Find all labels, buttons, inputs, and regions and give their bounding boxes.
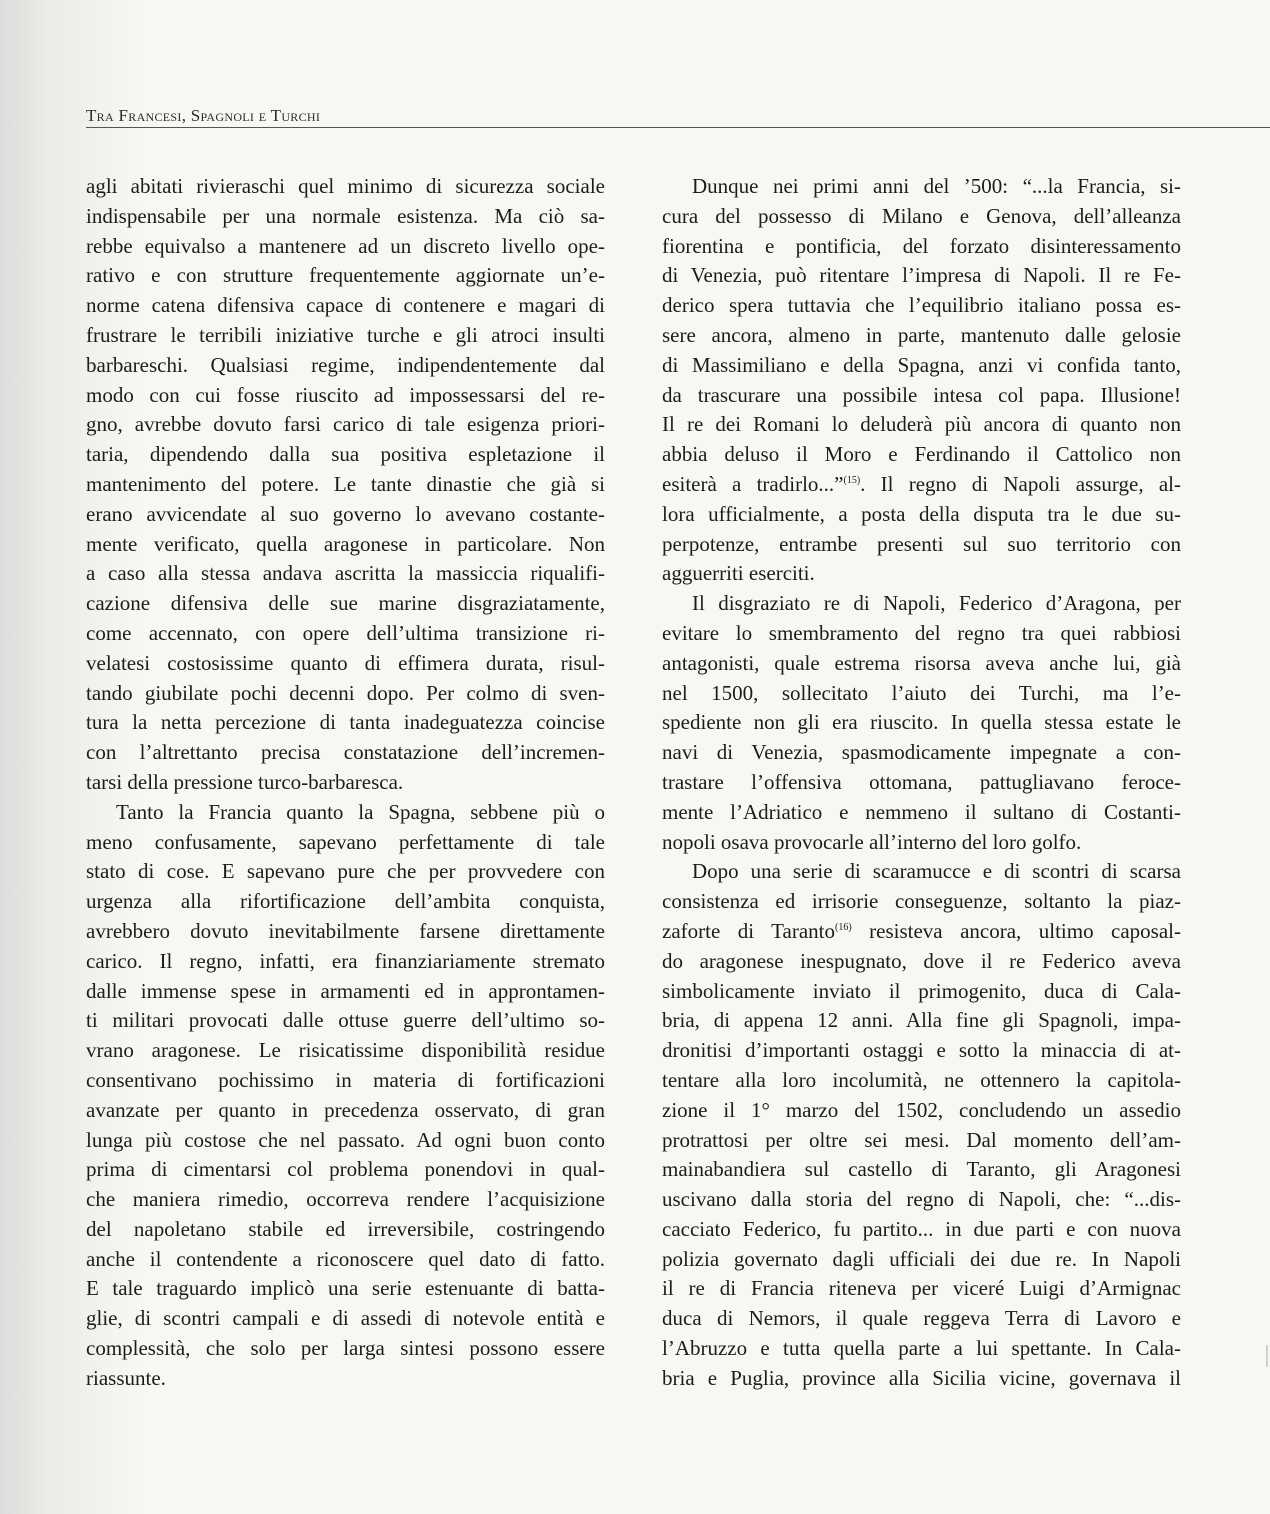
- text-line: derico spera tuttavia che l’equilibrio italiano possa es-: [662, 293, 1181, 318]
- text-line: carico. Il regno, infatti, era finanziariamente stremato: [86, 948, 605, 973]
- text-line: indispensabile per una normale esistenza. Ma ciò sa-: [86, 203, 605, 228]
- text-line: uscivano dalla storia del regno di Napoli, che: “...dis-: [662, 1187, 1181, 1212]
- text-line: mainabandiera sul castello di Taranto, gli Aragonesi: [662, 1157, 1181, 1182]
- text-line: lora ufficialmente, a posta della disputa tra le due su-: [662, 501, 1181, 526]
- text-segment: zaforte di Taranto: [662, 918, 835, 943]
- text-line: Dopo una serie di scaramucce e di scontri di scarsa: [692, 859, 1181, 884]
- text-line: avanzate per quanto in precedenza osservato, di gran: [86, 1097, 605, 1122]
- text-line: taria, dipendendo dalla sua positiva espletazione il: [86, 442, 605, 467]
- text-line: tando giubilate pochi decenni dopo. Per colmo di sven-: [86, 680, 605, 705]
- text-line: a caso alla stessa andava ascritta la massiccia riqualifi-: [86, 561, 605, 586]
- right-paragraph-3: [662, 857, 1181, 1393]
- left-paragraph-1: [86, 172, 605, 798]
- text-line: perpotenze, entrambe presenti sul suo territorio con: [662, 531, 1181, 556]
- text-line: meno confusamente, sapevano perfettamente di tale: [86, 829, 605, 854]
- text-line: modo con cui fosse riuscito ad impossessarsi del re-: [86, 382, 605, 407]
- text-line: del napoletano stabile ed irreversibile, costringendo: [86, 1216, 605, 1241]
- text-line: cura del possesso di Milano e Genova, dell’alleanza: [662, 203, 1181, 228]
- text-line: come accennato, con opere dell’ultima transizione ri-: [86, 620, 605, 645]
- text-line: rativo e con strutture frequentemente aggiornate un’e-: [86, 263, 605, 288]
- text-line: mente verificato, quella aragonese in particolare. Non: [86, 531, 605, 556]
- text-line: prima di cimentarsi col problema ponendovi in qual-: [86, 1157, 605, 1182]
- text-segment: . Il regno di Napoli assurge, al-: [860, 471, 1181, 496]
- text-line: protrattosi per oltre sei mesi. Dal momento dell’am-: [662, 1127, 1181, 1152]
- text-line: norme catena difensiva capace di contenere e magari di: [86, 293, 605, 318]
- right-paragraph-1: [662, 172, 1181, 589]
- text-line: riassunte.: [86, 1365, 166, 1390]
- text-line-with-footnote: [662, 470, 1181, 500]
- text-line: mantenimento del potere. Le tante dinastie che già si: [86, 471, 605, 496]
- right-column: [662, 172, 1181, 1394]
- text-line: complessità, che solo per larga sintesi possono essere: [86, 1336, 605, 1361]
- right-paragraph-2: [662, 589, 1181, 857]
- text-line: antagonisti, quale estrema risorsa aveva anche lui, già: [662, 650, 1181, 675]
- text-line: Il re dei Romani lo deluderà più ancora di quanto non: [662, 412, 1181, 437]
- text-line: ti militari provocati dalle ottuse guerre dell’ultimo so-: [86, 1008, 605, 1033]
- text-line: barbareschi. Qualsiasi regime, indipendentemente dal: [86, 352, 605, 377]
- text-segment: esiterà a tradirlo...”: [662, 471, 844, 496]
- text-line: dronitisi d’importanti ostaggi e sotto la minaccia di at-: [662, 1038, 1181, 1063]
- text-line: duca di Nemors, il quale reggeva Terra di Lavoro e: [662, 1306, 1181, 1331]
- text-line: Tanto la Francia quanto la Spagna, sebbene più o: [116, 799, 605, 824]
- text-line: con l’altrettanto precisa constatazione dell’incremen-: [86, 740, 605, 765]
- text-line: anche il contendente a riconoscere quel dato di fatto.: [86, 1246, 605, 1271]
- text-line: tarsi della pressione turco-barbaresca.: [86, 769, 404, 794]
- text-line: agguerriti eserciti.: [662, 561, 815, 586]
- text-line: Dunque nei primi anni del ’500: “...la Francia, si-: [692, 174, 1181, 198]
- text-line: frustrare le terribili iniziative turche e gli atroci insulti: [86, 322, 605, 347]
- text-line: avrebbero dovuto inevitabilmente farsene direttamente: [86, 918, 605, 943]
- text-line: fiorentina e pontificia, del forzato disinteressamento: [662, 233, 1181, 258]
- text-line: gno, avrebbe dovuto farsi carico di tale esigenza priori-: [86, 412, 605, 437]
- text-line: spediente non gli era riuscito. In quella stessa estate le: [662, 710, 1181, 735]
- text-line: vrano aragonese. Le risicatissime disponibilità residue: [86, 1038, 605, 1063]
- text-segment: resisteva ancora, ultimo caposal-: [851, 918, 1181, 943]
- page-edge-mark: [1266, 1345, 1268, 1367]
- text-line: bria e Puglia, province alla Sicilia vicine, governava il: [662, 1365, 1181, 1390]
- text-line: tura la netta percezione di tanta inadeguatezza coincise: [86, 710, 605, 735]
- text-line: evitare lo smembramento del regno tra quei rabbiosi: [662, 620, 1181, 645]
- text-line: da trascurare una possibile intesa col papa. Illusione!: [662, 382, 1181, 407]
- text-line: stato di cose. E sapevano pure che per provvedere con: [86, 859, 605, 884]
- text-line: agli abitati rivieraschi quel minimo di sicurezza sociale: [86, 174, 605, 198]
- text-line: trastare l’offensiva ottomana, pattugliavano feroce-: [662, 769, 1181, 794]
- text-line: do aragonese inespugnato, dove il re Federico aveva: [662, 948, 1181, 973]
- text-line: consentivano pochissimo in materia di fortificazioni: [86, 1067, 605, 1092]
- text-line: E tale traguardo implicò una serie estenuante di batta-: [86, 1276, 605, 1301]
- left-column: [86, 172, 605, 1394]
- text-line: sere ancora, almeno in parte, mantenuto dalle gelosie: [662, 322, 1181, 347]
- text-line: che maniera rimedio, occorreva rendere l’acquisizione: [86, 1187, 605, 1212]
- text-line: glie, di scontri campali e di assedi di notevole entità e: [86, 1306, 605, 1331]
- header-rule: [86, 127, 1270, 128]
- text-line: zione il 1° marzo del 1502, concludendo un assedio: [662, 1097, 1181, 1122]
- text-line: l’Abruzzo e tutta quella parte a lui spettante. In Cala-: [662, 1336, 1181, 1361]
- text-line: erano avvicendate al suo governo lo avevano costante-: [86, 501, 605, 526]
- text-line: urgenza alla rifortificazione dell’ambita conquista,: [86, 889, 605, 914]
- text-line: bria, di appena 12 anni. Alla fine gli Spagnoli, impa-: [662, 1008, 1181, 1033]
- text-line: dalle immense spese in armamenti ed in approntamen-: [86, 978, 605, 1003]
- text-line: di Massimiliano e della Spagna, anzi vi confida tanto,: [662, 352, 1181, 377]
- text-line: navi di Venezia, spasmodicamente impegnate a con-: [662, 740, 1181, 765]
- text-line: nel 1500, sollecitato l’aiuto dei Turchi, ma l’e-: [662, 680, 1181, 705]
- footnote-ref-15: (15): [843, 474, 861, 486]
- text-line: cacciato Federico, fu partito... in due parti e con nuova: [662, 1216, 1181, 1241]
- text-line: mente l’Adriatico e nemmeno il sultano di Costanti-: [662, 799, 1181, 824]
- text-line: tentare alla loro incolumità, ne ottennero la capitola-: [662, 1067, 1181, 1092]
- text-line: abbia deluso il Moro e Ferdinando il Cattolico non: [662, 442, 1181, 467]
- text-line: cazione difensiva delle sue marine disgraziatamente,: [86, 591, 605, 616]
- text-line: rebbe equivalso a mantenere ad un discreto livello ope-: [86, 233, 605, 258]
- text-line-with-footnote: [662, 917, 1181, 947]
- text-line: Il disgraziato re di Napoli, Federico d’Aragona, per: [692, 591, 1181, 616]
- running-head: Tra Francesi, Spagnoli e Turchi: [86, 106, 321, 125]
- text-line: consistenza ed irrisorie conseguenze, soltanto la piaz-: [662, 889, 1181, 914]
- left-paragraph-2: [86, 798, 605, 1394]
- footnote-ref-16: (16): [835, 921, 852, 933]
- text-line: di Venezia, può ritentare l’impresa di Napoli. Il re Fe-: [662, 263, 1181, 288]
- text-line: il re di Francia riteneva per viceré Luigi d’Armignac: [662, 1276, 1181, 1301]
- text-line: lunga più costose che nel passato. Ad ogni buon conto: [86, 1127, 605, 1152]
- text-line: simbolicamente inviato il primogenito, duca di Cala-: [662, 978, 1181, 1003]
- text-line: polizia governato dagli ufficiali dei due re. In Napoli: [662, 1246, 1181, 1271]
- text-line: velatesi costosissime quanto di effimera durata, risul-: [86, 650, 605, 675]
- text-line: nopoli osava provocarle all’interno del loro golfo.: [662, 829, 1082, 854]
